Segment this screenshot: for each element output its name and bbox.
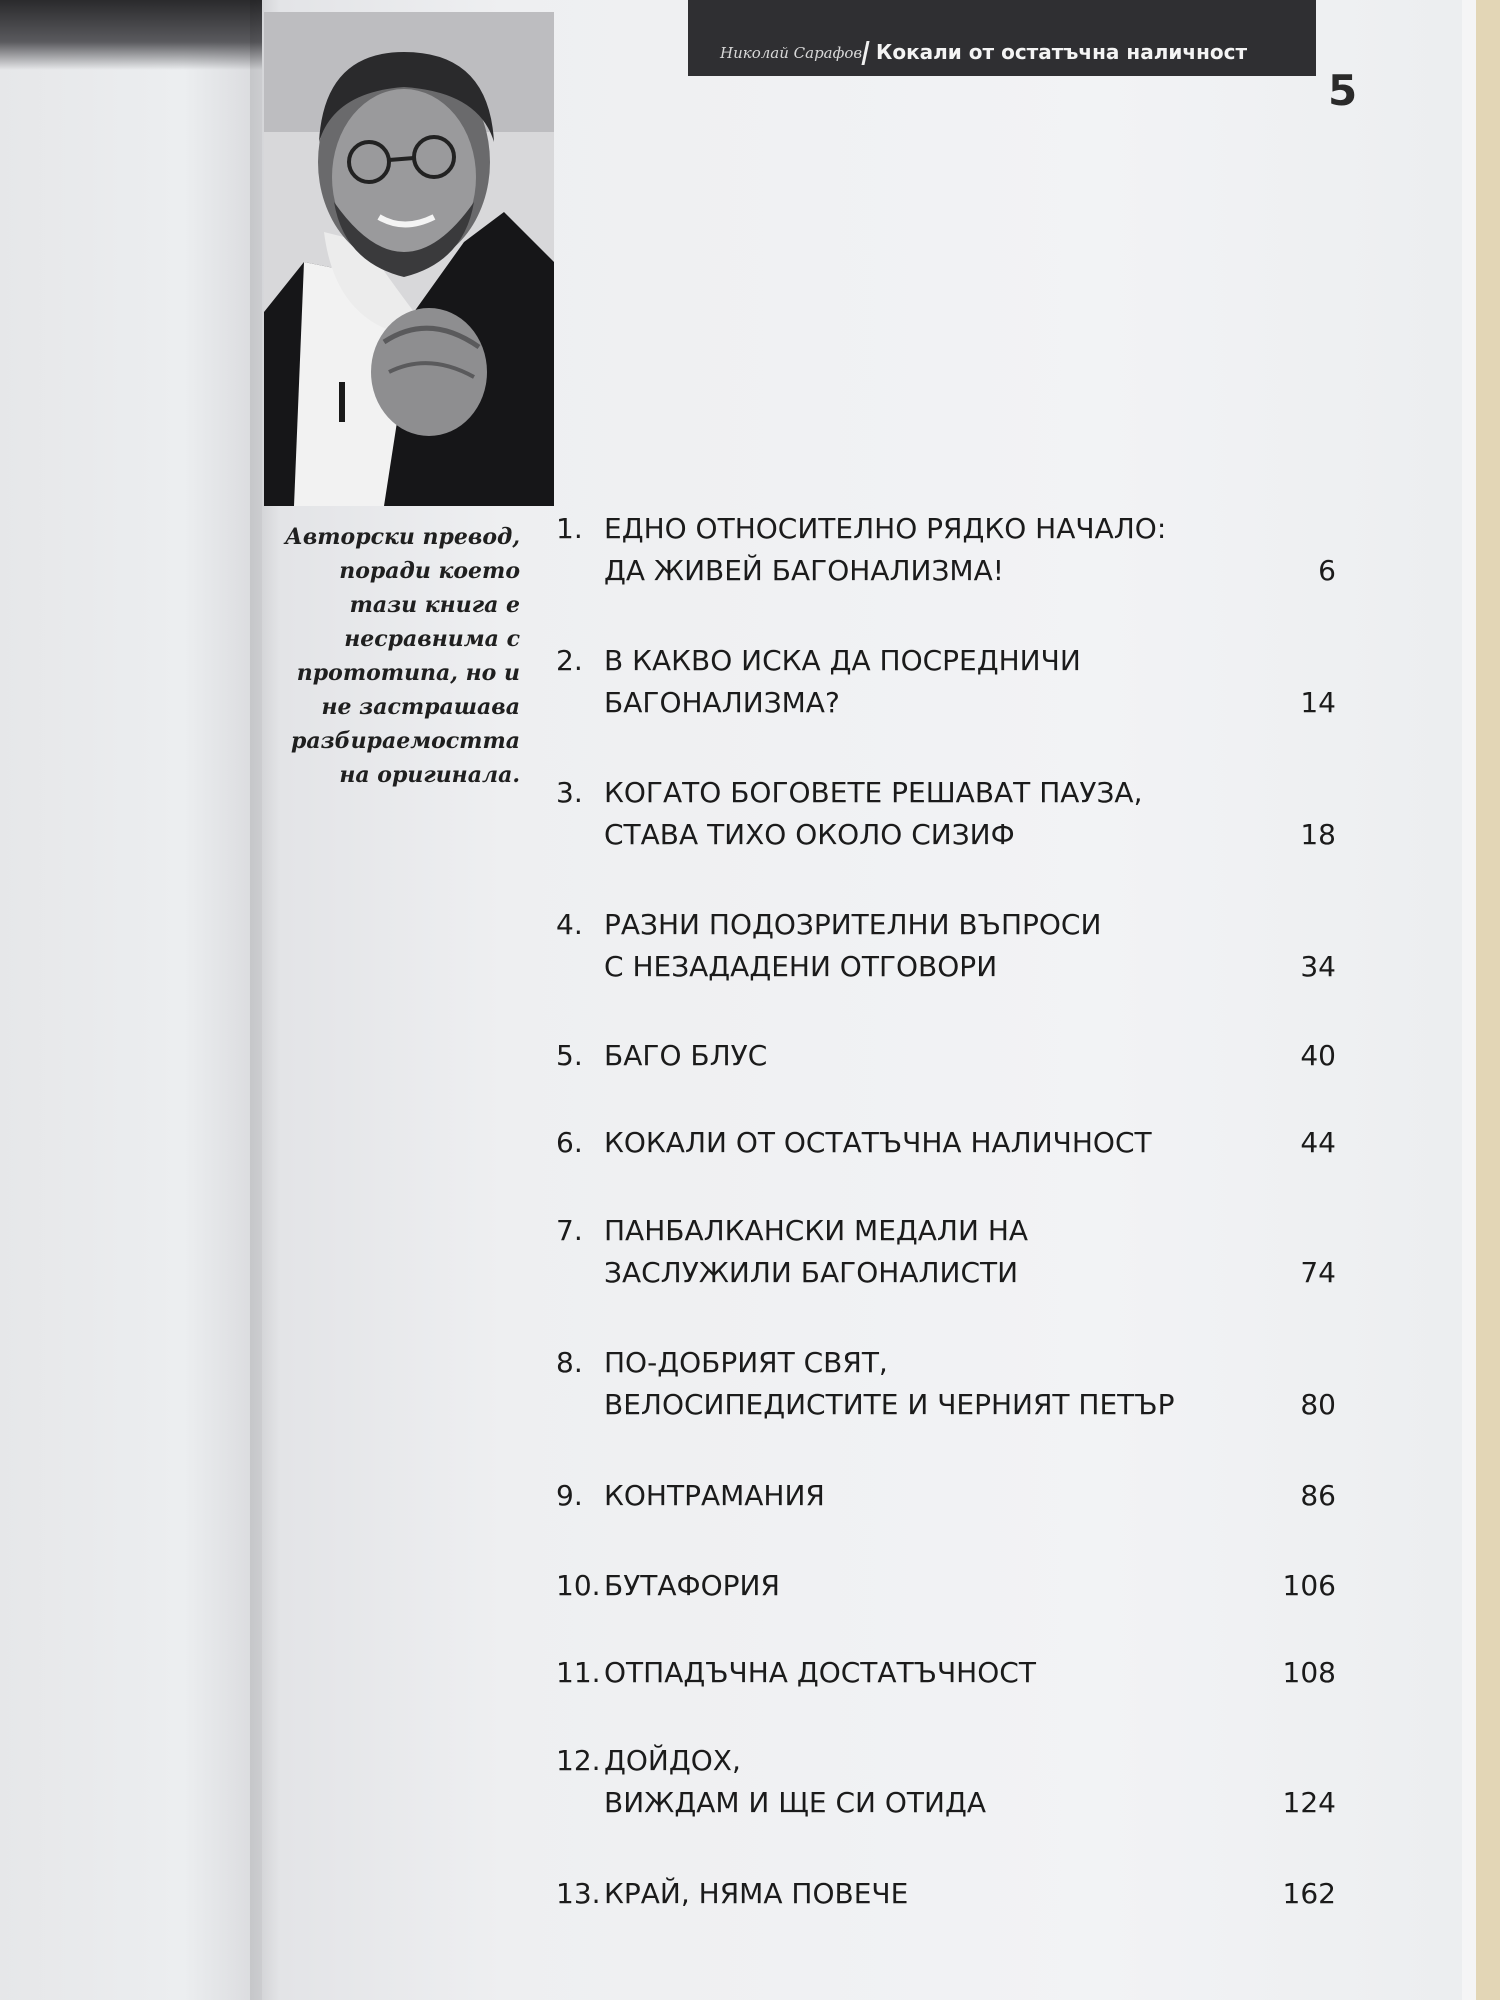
toc-title xyxy=(604,1122,1224,1164)
toc-title xyxy=(604,1035,1224,1077)
toc-title xyxy=(604,904,1224,988)
toc-number: 8. xyxy=(556,1346,583,1379)
toc-title xyxy=(604,772,1224,856)
toc-page-number: 40 xyxy=(1300,1039,1336,1072)
toc-title-line: КРАЙ, НЯМА ПОВЕЧЕ xyxy=(604,1877,909,1910)
caption-line: прототипа, но и xyxy=(296,660,520,686)
toc-item[interactable] xyxy=(556,1475,1336,1517)
toc-title xyxy=(604,1873,1224,1915)
toc-title-line: КОГАТО БОГОВЕТЕ РЕШАВАТ ПАУЗА, xyxy=(604,776,1143,809)
toc-number: 3. xyxy=(556,776,583,809)
toc-number: 12. xyxy=(556,1744,601,1777)
toc-title-line: ДОЙДОХ, xyxy=(604,1744,741,1777)
toc-number: 2. xyxy=(556,644,583,677)
toc-title xyxy=(604,1565,1224,1607)
toc-title xyxy=(604,1740,1224,1824)
toc-number: 5. xyxy=(556,1039,583,1072)
toc-item[interactable] xyxy=(556,904,1336,988)
left-page xyxy=(0,0,262,2000)
toc-number: 1. xyxy=(556,512,583,545)
toc-page-number: 162 xyxy=(1282,1877,1336,1910)
toc-title-line: БАГОНАЛИЗМА? xyxy=(604,686,840,719)
toc-title xyxy=(604,1475,1224,1517)
toc-number: 13. xyxy=(556,1877,601,1910)
toc-page-number: 80 xyxy=(1300,1388,1336,1421)
toc-title xyxy=(604,1652,1224,1694)
toc-page-number: 6 xyxy=(1318,554,1336,587)
toc-title xyxy=(604,508,1224,592)
caption-line: на оригинала. xyxy=(339,762,520,788)
header-title: Кокали от остатъчна наличност xyxy=(876,40,1248,64)
toc-item[interactable] xyxy=(556,1210,1336,1294)
toc-page-number: 34 xyxy=(1300,950,1336,983)
toc-page-number: 18 xyxy=(1300,818,1336,851)
toc-item[interactable] xyxy=(556,1122,1336,1164)
toc-title-line: РАЗНИ ПОДОЗРИТЕЛНИ ВЪПРОСИ xyxy=(604,908,1102,941)
toc-title xyxy=(604,1342,1224,1426)
header-separator xyxy=(861,41,869,65)
toc-title-line: ЗАСЛУЖИЛИ БАГОНАЛИСТИ xyxy=(604,1256,1019,1289)
toc-page-number: 74 xyxy=(1300,1256,1336,1289)
toc-title-line: ВЕЛОСИПЕДИСТИТЕ И ЧЕРНИЯТ ПЕТЪР xyxy=(604,1388,1175,1421)
toc-page-number: 86 xyxy=(1300,1479,1336,1512)
toc-page-number: 106 xyxy=(1282,1569,1336,1602)
page-number: 5 xyxy=(1328,66,1358,115)
toc-item[interactable] xyxy=(556,1740,1336,1824)
toc-page-number: 44 xyxy=(1300,1126,1336,1159)
toc-title-line: ПАНБАЛКАНСКИ МЕДАЛИ НА xyxy=(604,1214,1029,1247)
toc-number: 6. xyxy=(556,1126,583,1159)
toc-title-line: В КАКВО ИСКА ДА ПОСРЕДНИЧИ xyxy=(604,644,1081,677)
toc-item[interactable] xyxy=(556,640,1336,724)
toc-page-number: 14 xyxy=(1300,686,1336,719)
toc-page-number: 108 xyxy=(1282,1656,1336,1689)
toc-item[interactable] xyxy=(556,1565,1336,1607)
toc-item[interactable] xyxy=(556,508,1336,592)
page-edge xyxy=(1462,0,1500,2000)
header-author: Николай Сарафов xyxy=(720,44,863,62)
toc-page-number: 124 xyxy=(1282,1786,1336,1819)
toc-title-line: БУТАФОРИЯ xyxy=(604,1569,780,1602)
toc-title-line: ВИЖДАМ И ЩЕ СИ ОТИДА xyxy=(604,1786,986,1819)
author-photo xyxy=(264,12,554,506)
toc-item[interactable] xyxy=(556,1873,1336,1915)
photo-caption xyxy=(270,520,520,792)
toc-title xyxy=(604,1210,1224,1294)
toc-title-line: КОНТРАМАНИЯ xyxy=(604,1479,825,1512)
toc-item[interactable] xyxy=(556,1342,1336,1426)
caption-line: разбираемостта xyxy=(291,728,520,754)
toc-title-line: С НЕЗАДАДЕНИ ОТГОВОРИ xyxy=(604,950,998,983)
toc-number: 4. xyxy=(556,908,583,941)
toc-title-line: ЕДНО ОТНОСИТЕЛНО РЯДКО НАЧАЛО: xyxy=(604,512,1167,545)
author-photo-illustration xyxy=(264,12,554,506)
toc-title-line: КОКАЛИ ОТ ОСТАТЪЧНА НАЛИЧНОСТ xyxy=(604,1126,1152,1159)
caption-line: поради което xyxy=(339,558,520,584)
toc-number: 9. xyxy=(556,1479,583,1512)
toc-number: 11. xyxy=(556,1656,601,1689)
toc-number: 10. xyxy=(556,1569,601,1602)
toc-title xyxy=(604,640,1224,724)
toc-title-line: ПО-ДОБРИЯТ СВЯТ, xyxy=(604,1346,888,1379)
toc-number: 7. xyxy=(556,1214,583,1247)
toc-title-line: ОТПАДЪЧНА ДОСТАТЪЧНОСТ xyxy=(604,1656,1036,1689)
caption-line: тази книга е xyxy=(349,592,520,618)
caption-line: не застрашава xyxy=(321,694,520,720)
toc-item[interactable] xyxy=(556,1652,1336,1694)
toc-item[interactable] xyxy=(556,1035,1336,1077)
toc-item[interactable] xyxy=(556,772,1336,856)
caption-line: Авторски превод, xyxy=(284,524,520,550)
toc-title-line: СТАВА ТИХО ОКОЛО СИЗИФ xyxy=(604,818,1015,851)
toc-title-line: ДА ЖИВЕЙ БАГОНАЛИЗМА! xyxy=(604,554,1004,587)
toc-title-line: БАГО БЛУС xyxy=(604,1039,768,1072)
left-page-shadow xyxy=(0,0,262,70)
running-header xyxy=(688,0,1316,76)
caption-line: несравнима с xyxy=(344,626,520,652)
